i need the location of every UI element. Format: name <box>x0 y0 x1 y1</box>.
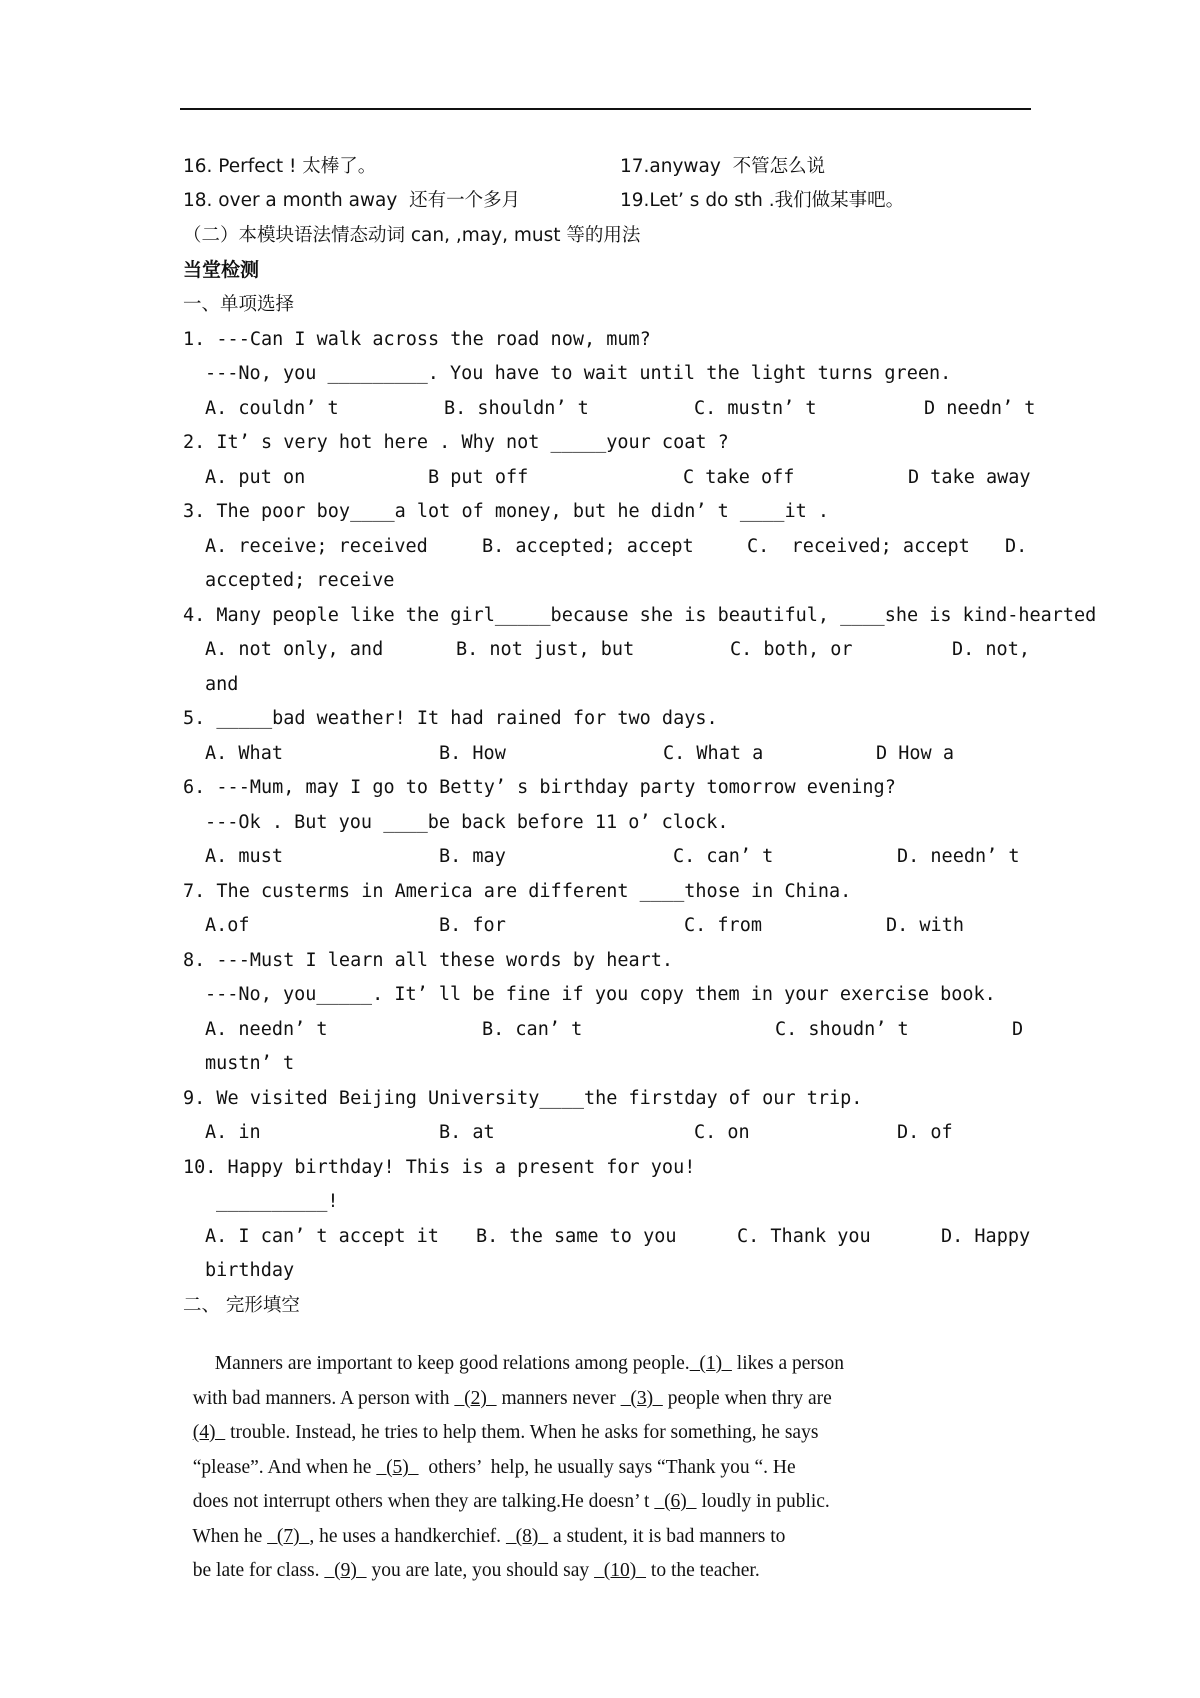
q9-option-b: B. at <box>439 1122 495 1143</box>
q10-option-c: C. Thank you <box>737 1226 871 1247</box>
q9-stem: 9. We visited Beijing University____the firstday of our trip. <box>183 1088 863 1109</box>
q6-option-c: C. can’ t <box>673 846 774 867</box>
part1-title: 一、单项选择 <box>183 294 295 315</box>
q7-option-c: C. from <box>684 915 762 936</box>
q10-option-d: D. Happy <box>941 1226 1031 1247</box>
q8-option-a: A. needn’ t <box>205 1019 328 1040</box>
q3-option-d-text: accepted; receive <box>205 570 395 591</box>
q10-answer-blank: __________! <box>216 1191 339 1212</box>
q3-option-d: D. <box>1005 536 1028 557</box>
q3-stem: 3. The poor boy____a lot of money, but he didn’ t ____it . <box>183 501 830 522</box>
phrase-19: 19.Let’ s do sth .我们做某事吧。 <box>620 190 905 211</box>
q3-option-a: A. receive; received <box>205 536 428 557</box>
cloze-line-1: Manners are important to keep good relations among people. (1) likes a person <box>214 1353 845 1374</box>
q8-option-d: D <box>1012 1019 1024 1040</box>
q2-option-a: A. put on <box>205 467 306 488</box>
phrase-18: 18. over a month away 还有一个多月 <box>183 190 521 211</box>
q2-option-c: C take off <box>683 467 795 488</box>
q5-option-d: D How a <box>876 743 954 764</box>
cloze-line-3: (4) trouble. Instead, he tries to help them. When he asks for something, he says <box>192 1422 819 1443</box>
q4-option-a: A. not only, and <box>205 639 384 660</box>
q8-option-c: C. shoudn’ t <box>775 1019 909 1040</box>
cloze-line-5: does not interrupt others when they are talking.He doesn’ t (6) loudly in public. <box>192 1491 830 1512</box>
q9-option-a: A. in <box>205 1122 261 1143</box>
cloze-blank-4: (4) <box>192 1422 226 1443</box>
q7-option-b: B. for <box>439 915 506 936</box>
q1-stem2: ---No, you _________. You have to wait until the light turns green. <box>205 363 952 384</box>
q8-option-d-text: mustn’ t <box>205 1053 295 1074</box>
q2-option-b: B put off <box>428 467 529 488</box>
cloze-blank-5: (5) <box>376 1457 419 1478</box>
q1-option-b: B. shouldn’ t <box>444 398 589 419</box>
cloze-line-7: be late for class. (9) you are late, you should say (10) to the teacher. <box>192 1560 760 1581</box>
cloze-blank-1: (1) <box>689 1353 732 1374</box>
q6-option-a: A. must <box>205 846 283 867</box>
q4-stem: 4. Many people like the girl_____because she is beautiful, ____she is kind-hearted <box>183 605 1097 626</box>
phrase-17: 17.anyway 不管怎么说 <box>620 156 826 177</box>
q1-option-c: C. mustn’ t <box>694 398 817 419</box>
cloze-blank-8: (8) <box>505 1526 549 1547</box>
q8-stem: 8. ---Must I learn all these words by heart. <box>183 950 674 971</box>
q9-option-c: C. on <box>694 1122 750 1143</box>
q8-stem2: ---No, you_____. It’ ll be fine if you copy them in your exercise book. <box>205 984 996 1005</box>
q5-option-a: A. What <box>205 743 283 764</box>
grammar-note: （二）本模块语法情态动词 can, ,may, must 等的用法 <box>183 225 641 246</box>
q2-option-d: D take away <box>908 467 1031 488</box>
cloze-blank-7: (7) <box>267 1526 310 1547</box>
phrase-16: 16. Perfect ! 太棒了。 <box>183 156 377 177</box>
q4-option-d: D. not, <box>952 639 1030 660</box>
q6-stem: 6. ---Mum, may I go to Betty’ s birthday party tomorrow evening? <box>183 777 896 798</box>
q1-option-d: D needn’ t <box>924 398 1036 419</box>
q6-option-b: B. may <box>439 846 506 867</box>
q4-option-b: B. not just, but <box>456 639 635 660</box>
q3-option-c: C. received; accept <box>747 536 970 557</box>
q2-stem: 2. It’ s very hot here . Why not _____your coat ? <box>183 432 729 453</box>
q6-option-d: D. needn’ t <box>897 846 1020 867</box>
q7-stem: 7. The custerms in America are different ____those in China. <box>183 881 852 902</box>
cloze-blank-3: (3) <box>620 1388 663 1409</box>
cloze-blank-10: (10) <box>594 1560 647 1581</box>
q1-option-a: A. couldn’ t <box>205 398 339 419</box>
q5-stem: 5. _____bad weather! It had rained for two days. <box>183 708 718 729</box>
q6-stem2: ---Ok . But you ____be back before 11 o’ clock. <box>205 812 729 833</box>
q10-option-b: B. the same to you <box>476 1226 677 1247</box>
q10-option-d-text: birthday <box>205 1260 295 1281</box>
cloze-line-4: “please”. And when he (5) others’ help, he usually says “Thank you “. He <box>192 1457 796 1478</box>
q5-option-c: C. What a <box>663 743 764 764</box>
q4-option-c: C. both, or <box>730 639 853 660</box>
q10-stem: 10. Happy birthday! This is a present for you! <box>183 1157 696 1178</box>
q9-option-d: D. of <box>897 1122 953 1143</box>
header-rule <box>180 108 1031 110</box>
cloze-line-2: with bad manners. A person with (2) manners never (3) people when thry are <box>192 1388 832 1409</box>
part2-title: 二、 完形填空 <box>183 1295 300 1316</box>
q7-option-d: D. with <box>886 915 964 936</box>
q8-option-b: B. can’ t <box>482 1019 583 1040</box>
q1-stem: 1. ---Can I walk across the road now, mum? <box>183 329 651 350</box>
cloze-line-6: When he (7) , he uses a handkerchief. (8) a student, it is bad manners to <box>192 1526 786 1547</box>
q5-option-b: B. How <box>439 743 506 764</box>
cloze-blank-2: (2) <box>454 1388 497 1409</box>
q10-option-a: A. I can’ t accept it <box>205 1226 439 1247</box>
cloze-blank-6: (6) <box>654 1491 697 1512</box>
cloze-blank-9: (9) <box>324 1560 367 1581</box>
q3-option-b: B. accepted; accept <box>482 536 694 557</box>
section-title: 当堂检测 <box>183 259 260 281</box>
q4-option-d-text: and <box>205 674 239 695</box>
q7-option-a: A.of <box>205 915 250 936</box>
